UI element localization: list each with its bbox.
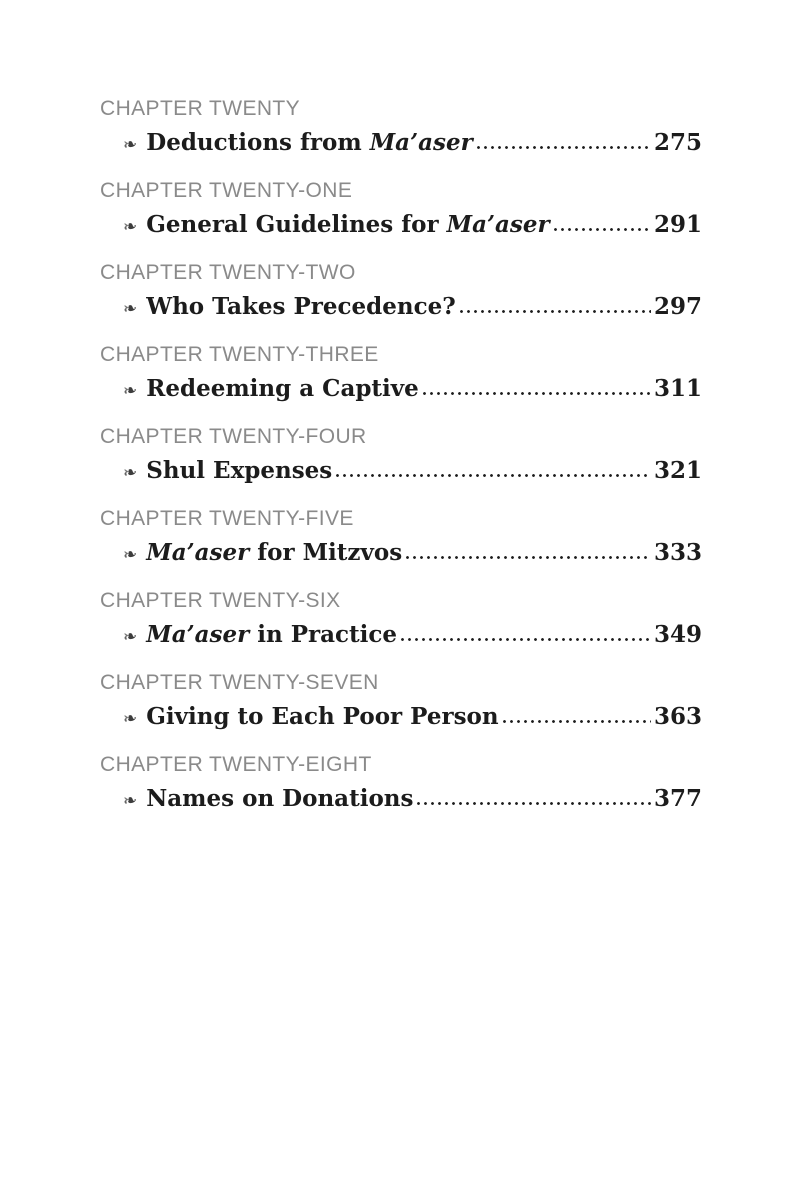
- toc-chapter-block: [100, 178, 702, 242]
- dotted-leader: [399, 637, 651, 642]
- page-number: 363: [653, 703, 702, 730]
- chapter-title: Redeeming a Captive: [146, 375, 419, 402]
- toc-entry: [100, 702, 702, 734]
- toc-entry: [100, 456, 702, 488]
- fleuron-icon: ❧: [121, 544, 139, 566]
- fleuron-icon: ❧: [121, 216, 139, 238]
- toc-chapter-block: [100, 260, 702, 324]
- page-number: 333: [653, 539, 702, 566]
- toc-entry: [100, 128, 702, 160]
- dotted-leader: [552, 227, 651, 232]
- dotted-leader: [421, 391, 651, 396]
- toc-chapter-block: [100, 342, 702, 406]
- toc-chapter-block: [100, 588, 702, 652]
- toc-entry: [100, 292, 702, 324]
- chapter-title: Names on Donations: [146, 785, 414, 812]
- chapter-label: CHAPTER TWENTY-THREE: [100, 343, 379, 366]
- toc-entry: [100, 784, 702, 816]
- dotted-leader: [404, 555, 651, 560]
- page-number: 311: [653, 375, 702, 402]
- dotted-leader: [334, 473, 651, 478]
- page-number: 349: [653, 621, 702, 648]
- fleuron-icon: ❧: [121, 134, 139, 156]
- page-number: 297: [653, 293, 702, 320]
- dotted-leader: [501, 719, 651, 724]
- chapter-title: General Guidelines for Ma’aser: [146, 211, 550, 238]
- chapter-label: CHAPTER TWENTY-ONE: [100, 179, 353, 202]
- toc-chapter-block: [100, 670, 702, 734]
- dotted-leader: [458, 309, 651, 314]
- fleuron-icon: ❧: [121, 708, 139, 730]
- chapter-title: Giving to Each Poor Person: [146, 703, 499, 730]
- fleuron-icon: ❧: [121, 626, 139, 648]
- toc-chapter-block: [100, 752, 702, 816]
- toc-entry: [100, 210, 702, 242]
- chapter-label: CHAPTER TWENTY-SIX: [100, 589, 341, 612]
- chapter-title: Ma’aser in Practice: [146, 621, 398, 648]
- chapter-title: Who Takes Precedence?: [146, 293, 456, 320]
- chapter-label: CHAPTER TWENTY-FOUR: [100, 425, 367, 448]
- chapter-title: Ma’aser for Mitzvos: [146, 539, 403, 566]
- fleuron-icon: ❧: [121, 462, 139, 484]
- chapter-label: CHAPTER TWENTY: [100, 97, 301, 120]
- toc-entry: [100, 620, 702, 652]
- fleuron-icon: ❧: [121, 298, 139, 320]
- toc-entry: [100, 374, 702, 406]
- toc-list: [100, 96, 702, 816]
- dotted-leader: [415, 801, 651, 806]
- chapter-title: Shul Expenses: [146, 457, 333, 484]
- chapter-title: Deductions from Ma’aser: [146, 129, 473, 156]
- page-number: 377: [653, 785, 702, 812]
- toc-chapter-block: [100, 424, 702, 488]
- fleuron-icon: ❧: [121, 380, 139, 402]
- chapter-label: CHAPTER TWENTY-EIGHT: [100, 753, 372, 776]
- dotted-leader: [475, 145, 651, 150]
- toc-entry: [100, 538, 702, 570]
- page-number: 321: [653, 457, 702, 484]
- chapter-label: CHAPTER TWENTY-SEVEN: [100, 671, 379, 694]
- chapter-label: CHAPTER TWENTY-TWO: [100, 261, 356, 284]
- toc-chapter-block: [100, 506, 702, 570]
- page-number: 275: [653, 129, 702, 156]
- fleuron-icon: ❧: [121, 790, 139, 812]
- chapter-label: CHAPTER TWENTY-FIVE: [100, 507, 354, 530]
- toc-chapter-block: [100, 96, 702, 160]
- page-number: 291: [653, 211, 702, 238]
